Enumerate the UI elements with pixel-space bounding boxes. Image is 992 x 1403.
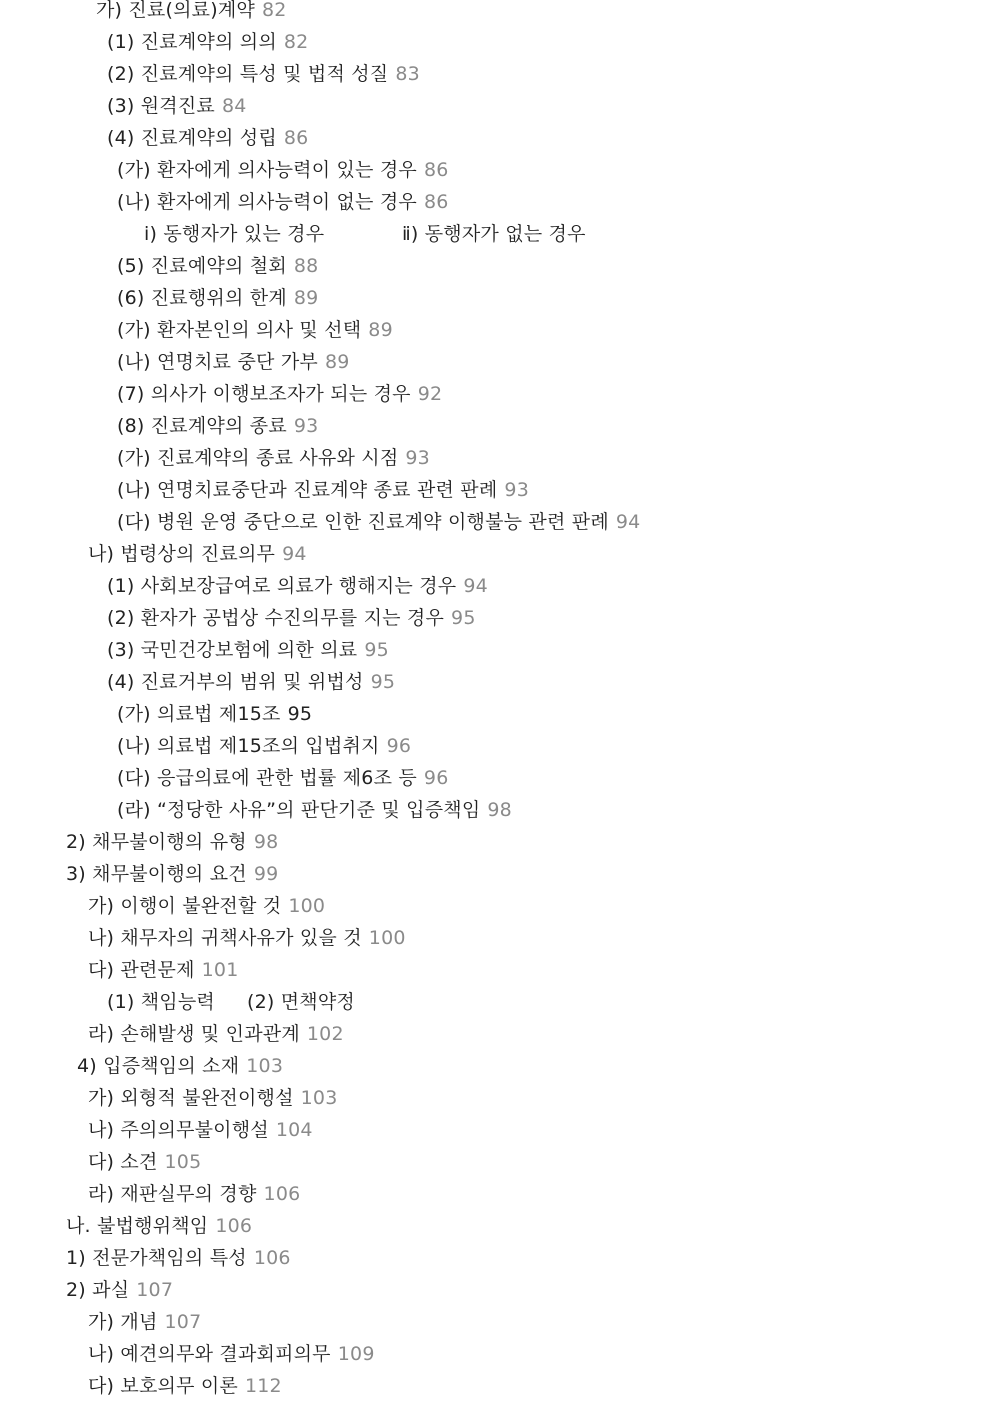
toc-entry-label: 2) 채무불이행의 유형 xyxy=(66,831,247,853)
toc-entry-label: (6) 진료행위의 한계 xyxy=(117,287,287,309)
toc-entry-page: 94 xyxy=(463,575,488,597)
toc-entry xyxy=(0,538,992,570)
toc-entry-page: 99 xyxy=(253,863,279,885)
toc-entry-page: 101 xyxy=(201,959,239,981)
toc-entry xyxy=(0,1114,992,1146)
toc-entry-label: 나) 채무자의 귀책사유가 있을 것 xyxy=(88,927,362,949)
toc-entry xyxy=(0,922,992,954)
toc-entry-label: (7) 의사가 이행보조자가 되는 경우 xyxy=(117,383,411,405)
toc-entry xyxy=(0,1338,992,1370)
toc-entry-label: (3) 국민건강보험에 의한 의료 xyxy=(107,639,358,661)
toc-entry-label: 라) 재판실무의 경향 xyxy=(88,1183,257,1205)
toc-entry-label: (1) 사회보장급여로 의료가 행해지는 경우 xyxy=(107,575,457,597)
toc-entry-page: 88 xyxy=(293,255,319,277)
toc-entry-label: (라) “정당한 사유”의 판단기준 및 입증책임 xyxy=(117,799,481,821)
toc-entry-split xyxy=(0,986,992,1018)
toc-entry xyxy=(0,410,992,442)
toc-entry-page: 92 xyxy=(417,383,443,405)
toc-entry-page: 86 xyxy=(423,159,449,181)
toc-entry xyxy=(0,58,992,90)
toc-entry-page: 107 xyxy=(164,1311,202,1333)
toc-entry-page: 89 xyxy=(324,351,350,373)
toc-entry-page: 107 xyxy=(136,1279,174,1301)
toc-entry-page: 104 xyxy=(275,1119,313,1141)
toc-entry xyxy=(0,250,992,282)
toc-entry xyxy=(0,1274,992,1306)
toc-entry xyxy=(0,890,992,922)
toc-entry-page: 84 xyxy=(221,95,247,117)
toc-entry-label: ⅰ) 동행자가 있는 경우 xyxy=(144,223,325,245)
toc-entry-label: 나) 법령상의 진료의무 xyxy=(88,543,276,565)
toc-entry-label: (2) 진료계약의 특성 및 법적 성질 xyxy=(107,63,389,85)
toc-entry-label: (가) 진료계약의 종료 사유와 시점 xyxy=(117,447,399,469)
toc-entry xyxy=(0,0,992,26)
toc-entry-page: 95 xyxy=(287,703,313,725)
toc-entry-page: 93 xyxy=(293,415,319,437)
toc-entry-label: (가) 환자에게 의사능력이 있는 경우 xyxy=(117,159,417,181)
toc-entry-label: (8) 진료계약의 종료 xyxy=(117,415,287,437)
toc-entry-label: (2) 환자가 공법상 수진의무를 지는 경우 xyxy=(107,607,445,629)
toc-entry-page: 106 xyxy=(263,1183,301,1205)
toc-entry-label: 가) 진료(의료)계약 xyxy=(96,0,255,21)
toc-entry-page: 93 xyxy=(405,447,430,469)
toc-entry-label: 나) 예견의무와 결과회피의무 xyxy=(88,1343,331,1365)
toc-entry xyxy=(0,442,992,474)
toc-entry-page: 98 xyxy=(253,831,279,853)
toc-entry xyxy=(0,346,992,378)
toc-entry-label-second: (2) 면책약정 xyxy=(247,991,355,1013)
toc-entry-page: 106 xyxy=(215,1215,253,1237)
toc-entry xyxy=(0,282,992,314)
toc-entry xyxy=(0,90,992,122)
toc-entry-label: (1) 책임능력 xyxy=(107,991,215,1013)
toc-entry-label: 다) 보호의무 이론 xyxy=(88,1375,238,1397)
toc-entry-label: (4) 진료계약의 성립 xyxy=(107,127,277,149)
toc-entry xyxy=(0,1082,992,1114)
toc-entry-page: 98 xyxy=(487,799,512,821)
toc-entry xyxy=(0,1210,992,1242)
toc-entry-label: (나) 의료법 제15조의 입법취지 xyxy=(117,735,380,757)
toc-entry-page: 103 xyxy=(300,1087,338,1109)
toc-entry-label: 가) 개념 xyxy=(88,1311,158,1333)
toc-entry-page: 86 xyxy=(283,127,309,149)
toc-entry-label: (나) 연명치료중단과 진료계약 종료 관련 판례 xyxy=(117,479,498,501)
toc-entry-label: 2) 과실 xyxy=(66,1279,130,1301)
toc-entry-label: (나) 환자에게 의사능력이 없는 경우 xyxy=(117,191,417,213)
toc-entry-page: 96 xyxy=(423,767,449,789)
toc-entry xyxy=(0,570,992,602)
toc-entry xyxy=(0,1306,992,1338)
toc-entry xyxy=(0,1050,992,1082)
toc-entry xyxy=(0,698,992,730)
toc-entry-page: 96 xyxy=(386,735,412,757)
toc-entry-page: 95 xyxy=(364,639,389,661)
toc-entry xyxy=(0,666,992,698)
toc-entry-label: (4) 진료거부의 범위 및 위법성 xyxy=(107,671,364,693)
toc-entry-page: 112 xyxy=(244,1375,282,1397)
toc-entry-label: (나) 연명치료 중단 가부 xyxy=(117,351,318,373)
toc-entry-label: 1) 전문가책임의 특성 xyxy=(66,1247,247,1269)
toc-entry-label: (3) 원격진료 xyxy=(107,95,215,117)
toc-entry-label: 가) 이행이 불완전할 것 xyxy=(88,895,282,917)
toc-entry-label: 나) 주의의무불이행설 xyxy=(88,1119,269,1141)
toc-entry-label: (5) 진료예약의 철회 xyxy=(117,255,287,277)
toc-entry xyxy=(0,1178,992,1210)
toc-entry-page: 82 xyxy=(261,0,287,21)
toc-entry-split xyxy=(0,218,992,250)
toc-entry-page: 94 xyxy=(615,511,641,533)
toc-entry xyxy=(0,474,992,506)
toc-entry-page: 82 xyxy=(283,31,309,53)
toc-entry xyxy=(0,858,992,890)
toc-entry-page: 86 xyxy=(423,191,449,213)
toc-entry-label: (1) 진료계약의 의의 xyxy=(107,31,277,53)
toc-entry-label: 3) 채무불이행의 요건 xyxy=(66,863,247,885)
toc-entry xyxy=(0,1370,992,1402)
toc-entry-label: 다) 관련문제 xyxy=(88,959,195,981)
toc-entry xyxy=(0,154,992,186)
toc-entry-page: 100 xyxy=(288,895,326,917)
toc-entry-page: 109 xyxy=(337,1343,375,1365)
toc-entry-page: 89 xyxy=(368,319,393,341)
toc-entry xyxy=(0,762,992,794)
toc-entry-page: 103 xyxy=(246,1055,284,1077)
toc-entry xyxy=(0,794,992,826)
toc-entry xyxy=(0,1242,992,1274)
toc-entry-label: 다) 소견 xyxy=(88,1151,158,1173)
toc-entry xyxy=(0,602,992,634)
toc-entry-label: 라) 손해발생 및 인과관계 xyxy=(88,1023,300,1045)
toc-entry-page: 106 xyxy=(253,1247,291,1269)
toc-entry-page: 105 xyxy=(164,1151,202,1173)
toc-entry xyxy=(0,634,992,666)
toc-entry-label: (가) 환자본인의 의사 및 선택 xyxy=(117,319,362,341)
toc-entry-page: 100 xyxy=(368,927,406,949)
toc-entry-label: (다) 응급의료에 관한 법률 제6조 등 xyxy=(117,767,417,789)
toc-entry-label: 가) 외형적 불완전이행설 xyxy=(88,1087,294,1109)
toc-entry xyxy=(0,314,992,346)
toc-entry xyxy=(0,730,992,762)
toc-entry xyxy=(0,26,992,58)
toc-entry xyxy=(0,378,992,410)
toc-entry-label: (다) 병원 운영 중단으로 인한 진료계약 이행불능 관련 판례 xyxy=(117,511,609,533)
toc-entry-label-second: ⅱ) 동행자가 없는 경우 xyxy=(402,223,586,245)
toc-entry xyxy=(0,1018,992,1050)
toc-entry-page: 89 xyxy=(293,287,319,309)
toc-entry-page: 95 xyxy=(370,671,396,693)
toc-entry xyxy=(0,1146,992,1178)
toc-entry xyxy=(0,186,992,218)
toc-entry-page: 94 xyxy=(282,543,307,565)
toc-entry-label: 나. 불법행위책임 xyxy=(66,1215,209,1237)
toc-entry-page: 83 xyxy=(395,63,420,85)
toc-entry-label: (가) 의료법 제15조 xyxy=(117,703,281,725)
toc-entry xyxy=(0,954,992,986)
toc-entry xyxy=(0,506,992,538)
toc-entry-page: 102 xyxy=(306,1023,344,1045)
toc-entry xyxy=(0,826,992,858)
toc-entry-page: 93 xyxy=(504,479,529,501)
toc-entry xyxy=(0,122,992,154)
toc-entry-page: 95 xyxy=(451,607,476,629)
toc-entry-label: 4) 입증책임의 소재 xyxy=(77,1055,240,1077)
